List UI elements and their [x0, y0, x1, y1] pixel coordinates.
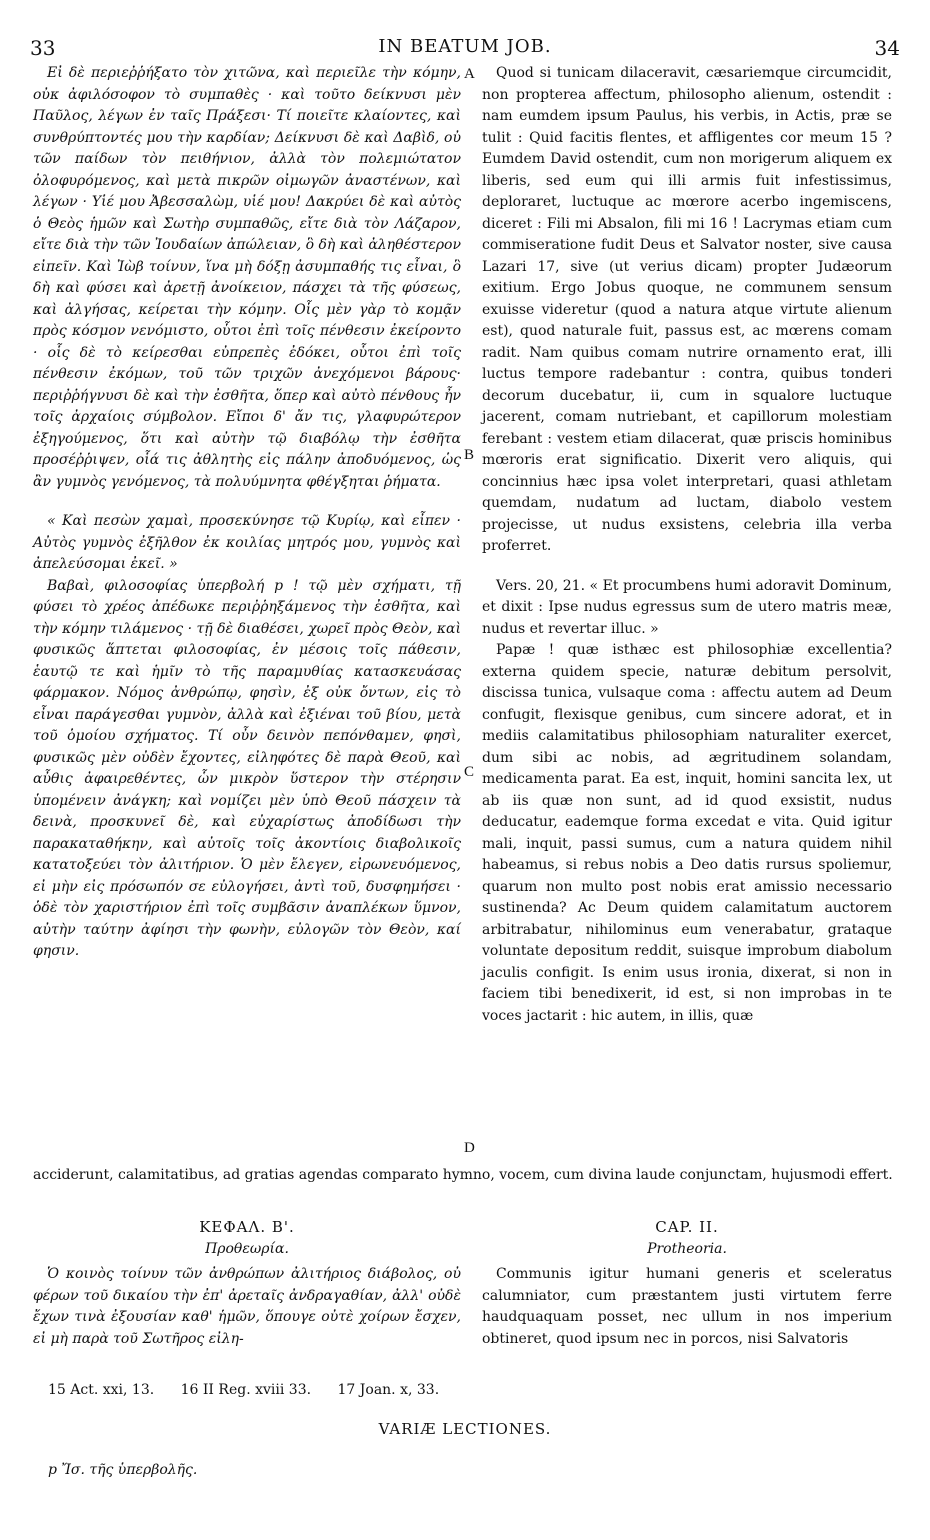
- latin-chapter-text: Communis igitur humani generis et sceleratus calumniator, cum præstantem justi virtutem ferre haudquaquam posset, nec ullum in nos imperium obtineret, quod ipsum nec in porcos, nisi Salvatoris: [482, 1266, 892, 1347]
- footnote: 17 Joan. x, 33.: [337, 1382, 440, 1398]
- page-number-left: 33: [30, 36, 56, 60]
- margin-letter-d: D: [464, 1140, 475, 1156]
- latin-chapter-subtitle: Protheoria.: [647, 1241, 727, 1257]
- greek-paragraph: Βαβαὶ, φιλοσοφίας ὑπερβολή p ! τῷ μὲν σχήματι, τῇ φύσει τὸ χρέος ἀπέδωκε περιῤῥηξάμενος τὴν ἐσθῆτα, καὶ τὴν κόμην τιλάμενος · τῇ δὲ διαθέσει, χωρεῖ πρὸς Θεὸν, καὶ φυσικῶς ἅπτεται φιλοσοφίας, ἐν μέσοις τοῖς πάθεσιν, ἑαυτῷ τε καὶ ἡμῖν τὸ τῆς παραμυθίας κατασκευάσας φάρμακον. Νόμος ἀνθρώπῳ, φησὶν, ἐξ οὐκ ὄντων, εἰς τὸ εἶναι παράγεσθαι γυμνὸν, ἀλλὰ καὶ ἐξιέναι τοῦ βίου, μετὰ τοῦ ὁμοίου σχήματος. Τί οὖν δεινὸν πεπόνθαμεν, φησὶ, φυσικῶς μὲν οὐδὲν ἔχοντες, εἰληφότες δὲ παρὰ Θεοῦ, καὶ αὖθις ἀφαιρεθέντες, ὧν μικρὸν ὕστερον τὴν στέρησιν ὑπομένειν ἀνάγκη; καὶ νομίζει μὲν ὑπὸ Θεοῦ πάσχειν τὰ δεινὰ, προσκυνεῖ δὲ, καὶ εὐχαρίστως ἀποδίδωσι τὴν παρακαταθήκην, καὶ αὐτοῖς τοῖς ἀκοντίοις διαβολικοῖς κατατοξεύει τὸν ἀλιτήριον. Ὁ μὲν ἔλεγεν, εἰρωνευόμενος, εἰ μὴν εἰς πρόσωπόν σε εὐλογήσει, ἀντὶ τοῦ, δυσφημήσει · ὁδὲ τὸν χαριστήριον ἐπὶ τοῖς συμβᾶσιν ἀναπλέκων ὕμνον, αὐτὴν ταύτην ἀφίησι τὴν φωνὴν, εὐλογῶν τὸν Θεὸν, καί φησιν.: [33, 577, 461, 959]
- greek-chapter-text: Ὁ κοινὸς τοίνυν τῶν ἀνθρώπων ἀλιτήριος διάβολος, οὐ φέρων τοῦ δικαίου τὴν ἐπ' ἀρεταῖς ἀνδραγαθίαν, ἀλλ' οὐδὲ ἔχων τινὰ ἐξουσίαν καθ' ἡμῶν, ὅπουγε οὐτὲ χοίρων ἔσχεν, εἰ μὴ παρὰ τοῦ Σωτῆρος εἰλη-: [33, 1266, 461, 1347]
- latin-paragraph: Quod si tunicam dilaceravit, cæsariemque circumcidit, non propterea affectum, philosopho alienum, ostendit : nam eumdem ipsum Paulus, his verbis, in Actis, præ se tulit : Quid facitis flentes, et affligentes cor meum 15 ? Eumdem David ostendit, cum non morigerum aliquem ex liberis, sed eum qui illi armis fuit infestissimus, deploraret, luctuque ac mœrore acerbo ingemiscens, diceret : Fili mi Absalon, fili mi 16 ! Lacrymas etiam cum commiseratione fudit Deus et Salvator noster, sive causa Lazari 17, sive (ut verius dicam) propter Judæorum exitium. Ergo Jobus quoque, ne communem sensum exuisse videretur (quod a natura atque virtute alienum est), quod naturale fuit, passus est, ac mœrens comam radit. Nam quibus comam nutrire ornamento erat, illi luctus tempore radebantur : contra, quibus tonderi decorum ducebatur, ii, cum in squalore luctuque jacerent, comam nutriebant, et capillorum molestiam ferebant : vestem etiam dilacerat, quæ priscis hominibus mœroris erat significatio. Dixerit vero aliquis, qui concinnius hæc ipsa volet interpretari, quasi athletam quemdam, nudatum ad luctam, diabolo vestem projecisse, ut nudus exsistens, celebria illa verba proferret.: [482, 65, 892, 554]
- latin-paragraph: Papæ ! quæ isthæc est philosophiæ excellentia? externa quidem specie, naturæ debitum persolvit, discissa tunica, vulsaque coma : affectu autem ad Deum confugit, flexisque genibus, cum sincere adorat, et in mediis calamitatibus philosophiam naturaliter exercet, dum sibi ac nobis, ad ægritudinem solandam, medicamenta parat. Ea est, inquit, homini sancita lex, ut ab iis quæ non sunt, ad id quod exsistit, nudus deducatur, eademque forma excedat e vita. Quid igitur mali, inquit, passi sumus, cum a natura quidem nihil habeamus, si rebus nobis a Deo datis rursus spoliemur, quarum non multo post nobis erat amissio necessario sustinenda? Ac Deum quidem calamitatum auctorem arbitrabatur, nihilominus eum venerabatur, grataque voluntate depositum reddit, suisque improbum diabolum jaculis configit. Is enim usus ironia, dixerat, si non in faciem tibi benedixerit, id est, si non improbas in te voces jactarit : hic autem, in illis, quæ: [482, 642, 892, 1024]
- footnotes: [48, 1382, 461, 1398]
- greek-paragraph: Εἰ δὲ περιεῤῥήξατο τὸν χιτῶνα, καὶ περιεῖλε τὴν κόμην, οὐκ ἀφιλόσοφον τὸ συμπαθὲς · καὶ τοῦτο δείκνυσι μὲν Παῦλος, λέγων ἐν ταῖς Πράξεσι· Τί ποιεῖτε κλαίοντες, καὶ συνθρύπτοντές μου τὴν καρδίαν; Δείκνυσι δὲ καὶ Δαβὶδ, οὐ τῶν παίδων τὸν πειθήνιον, ἀλλὰ τὸν πολεμιώτατον ὀλοφυρόμενος, καὶ μετὰ πικρῶν οἰμωγῶν ἀναστένων, καὶ λέγων · Υἱέ μου Ἀβεσσαλὼμ, υἱέ μου! Δακρύει δὲ καὶ αὐτὸς ὁ Θεὸς ἡμῶν καὶ Σωτὴρ συμπαθῶς, εἴτε διὰ τὸν Λάζαρον, εἴτε διὰ τὴν τῶν Ἰουδαίων ἀπώλειαν, ὃ δὴ καὶ ἀληθέστερον εἰπεῖν. Καὶ Ἰὼβ τοίνυν, ἵνα μὴ δόξῃ ἀσυμπαθής τις εἶναι, ὃ δὴ καὶ φύσει καὶ ἀρετῇ ἀνοίκειον, πάσχει τὰ τῆς φύσεως, καὶ ἀλγήσας, κείρεται τὴν κόμην. Οἷς μὲν γὰρ τὸ κομᾷν πρὸς κόσμον νενόμιστο, οὗτοι ἐπὶ τοῖς πένθεσιν ἐκείροντο · οἷς δὲ τὸ κείρεσθαι εὐπρεπὲς ἐδόκει, οὗτοι ἐπὶ τοῖς πένθεσιν ἐκόμων, τοῦ τῶν τριχῶν ἀνεχόμενοι βάρους· περιῤῥήγνυσι δὲ καὶ τὴν ἐσθῆτα, ὅπερ καὶ αὐτὸ πένθους ἦν τοῖς ἀρχαίοις σύμβολον. Εἴποι δ' ἄν τις, γλαφυρώτερον ἐξηγούμενος, ὅτι καὶ αὐτὴν τῷ διαβόλῳ τὴν ἐσθῆτα προσέῤῥιψεν, οἷά τις ἀθλητὴς εἰς πάλην ἀποδυόμενος, ὡς ἂν γυμνὸς γενόμενος, τὰ πολυύμνητα φθέγξηται ῥήματα.: [33, 65, 461, 490]
- latin-paragraph: Vers. 20, 21. « Et procumbens humi adoravit Dominum, et dixit : Ipse nudus egressus sum de utero matris meæ, nudus et revertar illuc. »: [482, 577, 892, 637]
- greek-chapter-text-block: [33, 1264, 461, 1350]
- margin-letter-a: A: [464, 66, 475, 82]
- page-header: [30, 36, 900, 66]
- greek-paragraph: « Καὶ πεσὼν χαμαὶ, προσεκύνησε τῷ Κυρίῳ, καὶ εἶπεν · Αὐτὸς γυμνὸς ἐξῆλθον ἐκ κοιλίας μητρός μου, γυμνὸς καὶ ἀπελεύσομαι ἐκεῖ. »: [33, 513, 461, 572]
- margin-letter-c: C: [464, 764, 475, 780]
- greek-chapter-subtitle: Προθεωρία.: [205, 1241, 289, 1257]
- latin-chapter-text-block: [482, 1264, 892, 1350]
- running-title: IN BEATUM JOB.: [378, 36, 552, 57]
- variant-reading-note: p Ἴσ. τῆς ὑπερβολῆς.: [48, 1462, 198, 1478]
- latin-column: [482, 63, 892, 1027]
- margin-letter-b: B: [464, 447, 475, 463]
- footnote: 16 II Reg. xviii 33.: [180, 1382, 312, 1398]
- variae-lectiones-heading: VARIÆ LECTIONES.: [378, 1420, 552, 1438]
- footnote: 15 Act. xxi, 13.: [48, 1382, 155, 1398]
- full-width-line: acciderunt, calamitatibus, ad gratias agendas comparato hymno, vocem, cum divina laude conjunctam, hujusmodi effert.: [33, 1167, 893, 1183]
- latin-chapter-title: CAP. II.: [655, 1218, 719, 1236]
- page-number-right: 34: [874, 36, 900, 60]
- greek-chapter-title: ΚΕΦΑΛ. Β'.: [199, 1218, 295, 1236]
- greek-column: [33, 63, 461, 963]
